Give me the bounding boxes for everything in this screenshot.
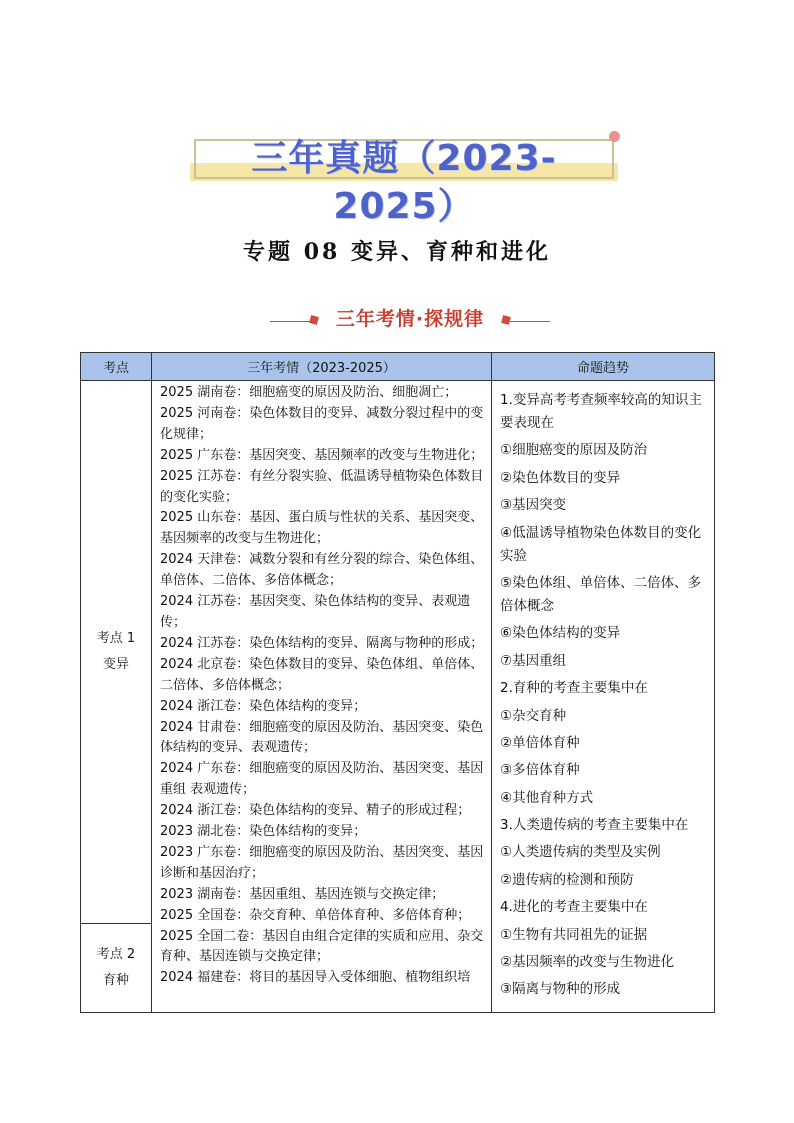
- trend-cell: [492, 381, 715, 1013]
- exam-info-item: 2024 浙江卷：染色体结构的变异、精子的形成过程；: [160, 803, 471, 819]
- section-heading: [270, 304, 550, 334]
- header-exam-info: 三年考情（2023-2025）: [152, 353, 492, 381]
- exam-info-item: 2024 福建卷：将目的基因导入受体细胞、植物组织培: [160, 970, 471, 986]
- exam-info-item: 2024 江苏卷：染色体结构的变异、隔离与物种的形成；: [160, 635, 484, 651]
- exam-info-item: 2023 湖南卷：基因重组、基因连锁与交换定律；: [160, 886, 445, 902]
- banner-dot: [609, 131, 620, 142]
- exam-info-item: 2024 广东卷：细胞癌变的原因及防治、基因突变、基因重组 表观遗传；: [160, 761, 484, 798]
- trend-item: 4.进化的考查主要集中在: [500, 899, 648, 916]
- point-cell-variation: [81, 381, 152, 924]
- exam-info-item: 2025 江苏卷：有丝分裂实验、低温诱导植物染色体数目的变化实验；: [160, 468, 484, 505]
- exam-info-item: 2023 湖北卷：染色体结构的变异；: [160, 824, 367, 840]
- trend-item: ⑦基因重组: [500, 652, 567, 669]
- heading-ornament-left: [309, 315, 319, 325]
- exam-info-item: 2024 江苏卷：基因突变、染色体结构的变异、表观遗传；: [160, 594, 471, 630]
- trend-item: ①杂交育种: [500, 707, 567, 724]
- trend-item: ②单倍体育种: [500, 734, 580, 751]
- trend-item: ③基因突变: [500, 497, 567, 514]
- point-name: 变异: [102, 657, 129, 672]
- header-point: 考点: [81, 353, 152, 381]
- point-cell-breeding: [81, 924, 152, 1013]
- point-label: 考点 2: [96, 947, 136, 962]
- header-trend: 命题趋势: [492, 353, 715, 381]
- exam-info-cell: [152, 381, 492, 1013]
- trend-item: 3.人类遗传病的考查主要集中在: [500, 817, 689, 834]
- exam-info-item: 2025 山东卷：基因、蛋白质与性状的关系、基因突变、基因频率的改变与生物进化；: [160, 510, 484, 547]
- exam-info-item: 2024 甘肃卷：细胞癌变的原因及防治、基因突变、染色体结构的变异、表观遗传；: [160, 719, 484, 756]
- trend-item: 1.变异高考考查频率较高的知识主要表现在: [500, 392, 702, 431]
- trend-item: ③多倍体育种: [500, 762, 580, 779]
- trend-item: ⑥染色体结构的变异: [500, 625, 621, 642]
- banner-title: 三年真题（2023-2025）: [251, 138, 557, 227]
- table-row: [81, 381, 715, 924]
- exam-info-item: 2024 浙江卷：染色体结构的变异；: [160, 698, 367, 714]
- trend-item: 2.育种的考查主要集中在: [500, 680, 648, 697]
- point-name: 育种: [102, 973, 129, 988]
- trend-item: ①生物有共同祖先的证据: [500, 926, 648, 943]
- trend-item: ①细胞癌变的原因及防治: [500, 442, 648, 459]
- heading-ornament-right: [501, 315, 511, 325]
- title-banner: [190, 133, 618, 227]
- exam-info-item: 2025 广东卷：基因突变、基因频率的改变与生物进化；: [160, 447, 484, 463]
- trend-item: ①人类遗传病的类型及实例: [500, 844, 661, 861]
- trend-item: ③隔离与物种的形成: [500, 981, 621, 998]
- exam-info-item: 2023 广东卷：细胞癌变的原因及防治、基因突变、基因诊断和基因治疗；: [160, 844, 484, 881]
- trend-item: ②基因频率的改变与生物进化: [500, 954, 675, 971]
- heading-line-left: [270, 321, 310, 322]
- exam-info-item: 2024 北京卷：染色体数目的变异、染色体组、单倍体、二倍体、多倍体概念；: [160, 656, 484, 693]
- exam-info-item: 2025 河南卷：染色体数目的变异、减数分裂过程中的变化规律；: [160, 405, 484, 442]
- trend-item: ②染色体数目的变异: [500, 469, 621, 486]
- trend-item: ④其他育种方式: [500, 789, 594, 806]
- point-label: 考点 1: [96, 631, 136, 646]
- table-header-row: [81, 353, 715, 381]
- trend-item: ④低温诱导植物染色体数目的变化实验: [500, 524, 702, 564]
- exam-info-item: 2025 湖南卷：细胞癌变的原因及防治、细胞凋亡；: [160, 385, 458, 400]
- subject-title: 专题 08 变异、育种和进化: [243, 239, 551, 265]
- exam-info-item: 2024 天津卷：减数分裂和有丝分裂的综合、染色体组、单倍体、二倍体、多倍体概念；: [160, 552, 484, 589]
- exam-info-item: 2025 全国二卷：基因自由组合定律的实质和应用、杂交育种、基因连锁与交换定律；: [160, 928, 484, 965]
- exam-info-item: 2025 全国卷：杂交育种、单倍体育种、多倍体育种；: [160, 907, 471, 923]
- heading-line-right: [510, 321, 550, 322]
- exam-table: [80, 352, 715, 1013]
- section-heading-text: 三年考情·探规律: [335, 308, 485, 330]
- trend-item: ⑤染色体组、单倍体、二倍体、多倍体概念: [500, 574, 702, 614]
- trend-item: ②遗传病的检测和预防: [500, 871, 634, 888]
